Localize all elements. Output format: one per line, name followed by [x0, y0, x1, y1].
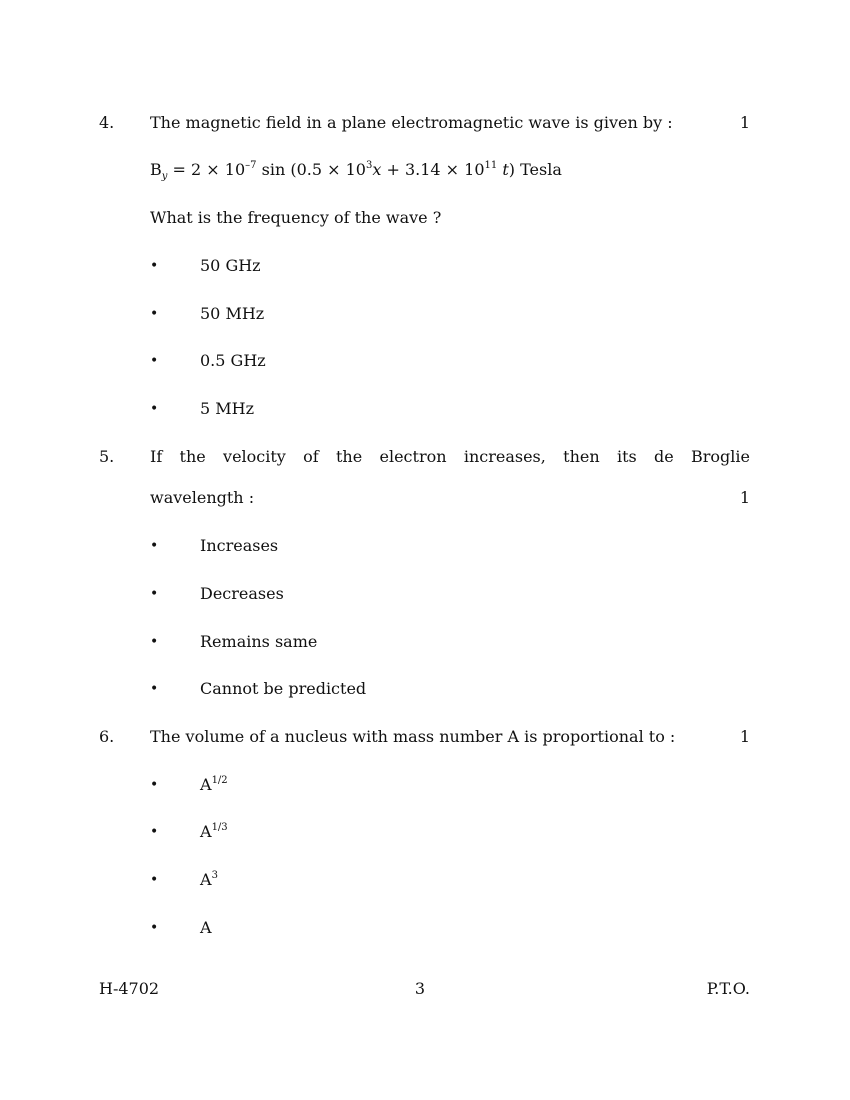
bullet-icon: • — [150, 777, 159, 793]
question-6-text: The volume of a nucleus with mass number A is proportional to : — [150, 727, 676, 746]
question-6-option-3: $A^3$ — [200, 869, 218, 889]
question-5-option-2: Decreases — [200, 584, 284, 603]
eq-t: t — [502, 160, 509, 179]
bullet-icon: • — [150, 401, 159, 417]
eq-plus: + 3.14 × — [386, 160, 460, 179]
bullet-icon: • — [150, 872, 159, 888]
question-5-option-4: Cannot be predicted — [200, 679, 367, 698]
footer-paper-code: H-4702 — [99, 979, 160, 998]
bullet-icon: • — [150, 258, 159, 274]
eq-sub-y: y — [161, 171, 168, 183]
question-5-number: 5. — [99, 447, 115, 466]
eq-pow-a: $10^{-7}$ — [224, 159, 257, 179]
question-4-text: The magnetic field in a plane electromagnetic wave is given by : — [150, 113, 673, 132]
bullet-icon: • — [150, 538, 159, 554]
bullet-icon: • — [150, 681, 159, 697]
eq-part1: = 2 × — [172, 160, 220, 179]
footer-page-number: 3 — [414, 979, 426, 998]
question-6-option-4: A — [200, 918, 212, 937]
eq-pow-c: $10^{11}$ — [464, 159, 498, 179]
question-4-equation — [150, 159, 562, 183]
question-5-text: If the velocity of the electron increases, then its de Broglie — [150, 447, 750, 466]
question-4-option-2: 50 MHz — [200, 304, 265, 323]
bullet-icon: • — [150, 634, 159, 650]
question-4-option-1: 50 GHz — [200, 256, 261, 275]
question-6-option-1: $A^{1/2}$ — [200, 774, 228, 794]
question-6-number: 6. — [99, 727, 115, 746]
question-5-option-1: Increases — [200, 536, 279, 555]
question-4-marks: 1 — [739, 113, 750, 132]
bullet-icon: • — [150, 306, 159, 322]
eq-x: x — [372, 160, 382, 179]
bullet-icon: • — [150, 824, 159, 840]
eq-b: B — [150, 160, 162, 179]
footer-pto: P.T.O. — [706, 979, 750, 998]
bullet-icon: • — [150, 920, 159, 936]
question-4-option-4: 5 MHz — [200, 399, 255, 418]
question-5-text-continued: wavelength : — [150, 488, 255, 507]
eq-sin: sin (0.5 × — [261, 160, 341, 179]
question-4-number: 4. — [99, 113, 115, 132]
question-4-option-3: 0.5 GHz — [200, 351, 266, 370]
question-6-marks: 1 — [739, 727, 750, 746]
question-5-option-3: Remains same — [200, 632, 318, 651]
question-6-option-2: $A^{1/3}$ — [200, 821, 228, 841]
eq-close: ) Tesla — [508, 160, 562, 179]
question-4-subtext: What is the frequency of the wave ? — [150, 208, 442, 227]
bullet-icon: • — [150, 353, 159, 369]
question-5-marks: 1 — [739, 488, 750, 507]
eq-pow-b: $10^3$ — [345, 159, 373, 179]
bullet-icon: • — [150, 586, 159, 602]
